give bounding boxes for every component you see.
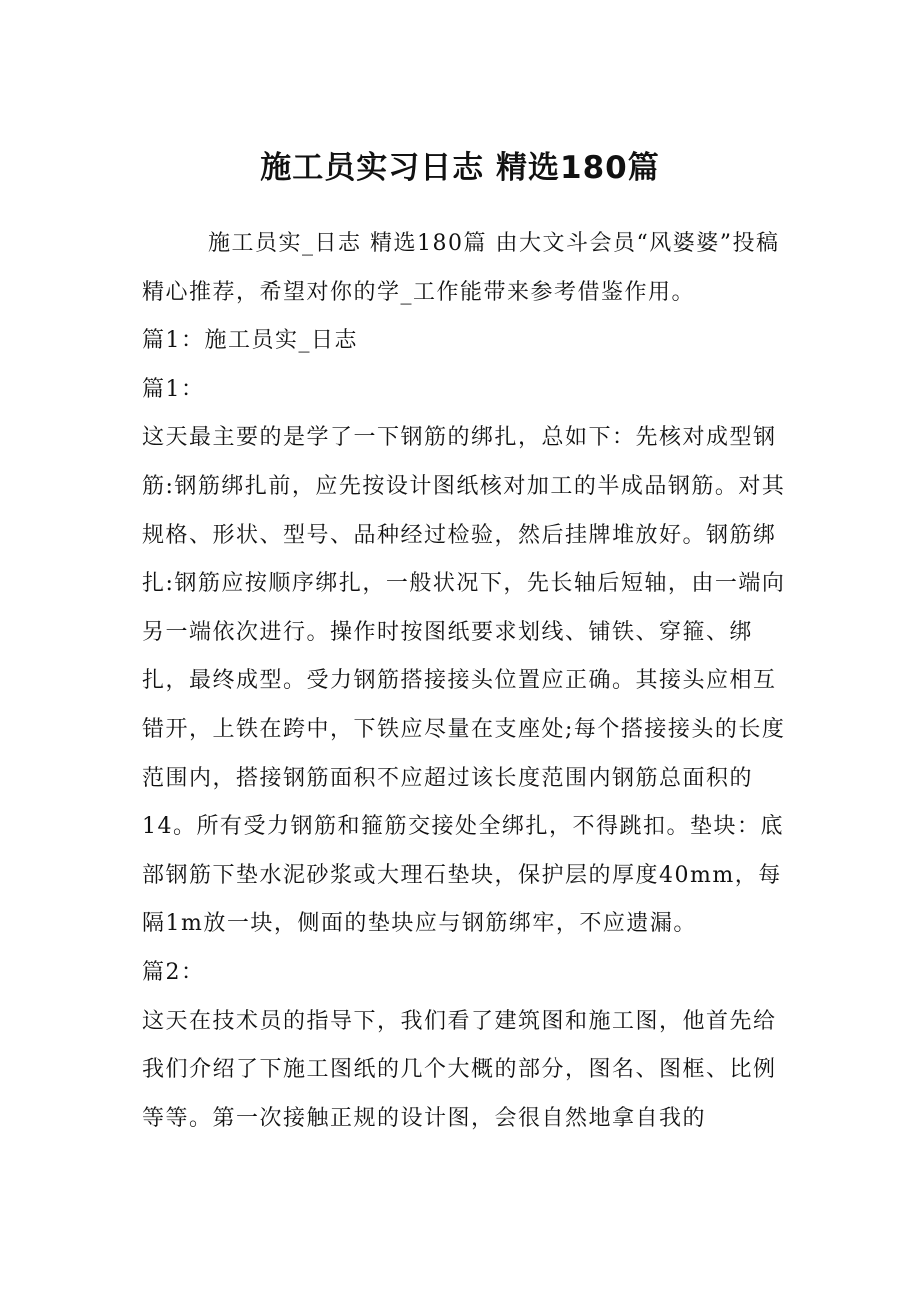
section-heading: 篇1：施工员实_日志 — [142, 328, 358, 354]
entry-1-paragraph: 这天最主要的是学了一下钢筋的绑扎，总如下：先核对成型钢筋:钢筋绑扎前，应先按设计图纸核对加工的半成品钢筋。对其规格、形状、型号、品种经过检验，然后挂牌堆放好。钢筋绑扎:钢筋应按顺序绑扎，一般状况下，先长轴后短轴，由一端向另一端依次进行。操作时按图纸要求划线、铺铁、穿箍、绑扎，最终成型。受力钢筋搭接接头位置应正确。其接头应相互错开，上铁在跨中，下铁应尽量在支座处;每个搭接接头的长度范围内，搭接钢筋面积不应超过该长度范围内钢筋总面积的14。所有受力钢筋和箍筋交接处全绑扎，不得跳扣。垫块：底部钢筋下垫水泥砂浆或大理石垫块，保护层的厚度40mm，每隔1m放一块，侧面的垫块应与钢筋绑牢，不应遗漏。 — [142, 425, 786, 937]
document-title: 施工员实习日志 精选180篇 — [260, 150, 660, 186]
entry-2-paragraph: 这天在技术员的指导下，我们看了建筑图和施工图，他首先给我们介绍了下施工图纸的几个大概的部分，图名、图框、比例等等。第一次接触正规的设计图，会很自然地拿自我的 — [142, 1008, 777, 1131]
entry-1-label: 篇1： — [142, 376, 205, 402]
document-body — [142, 220, 792, 1143]
entry-2-label: 篇2： — [142, 959, 205, 985]
intro-paragraph: 施工员实_日志 精选180篇 由大文斗会员“风婆婆”投稿精心推荐，希望对你的学_工作能带来参考借鉴作用。 — [142, 231, 780, 305]
